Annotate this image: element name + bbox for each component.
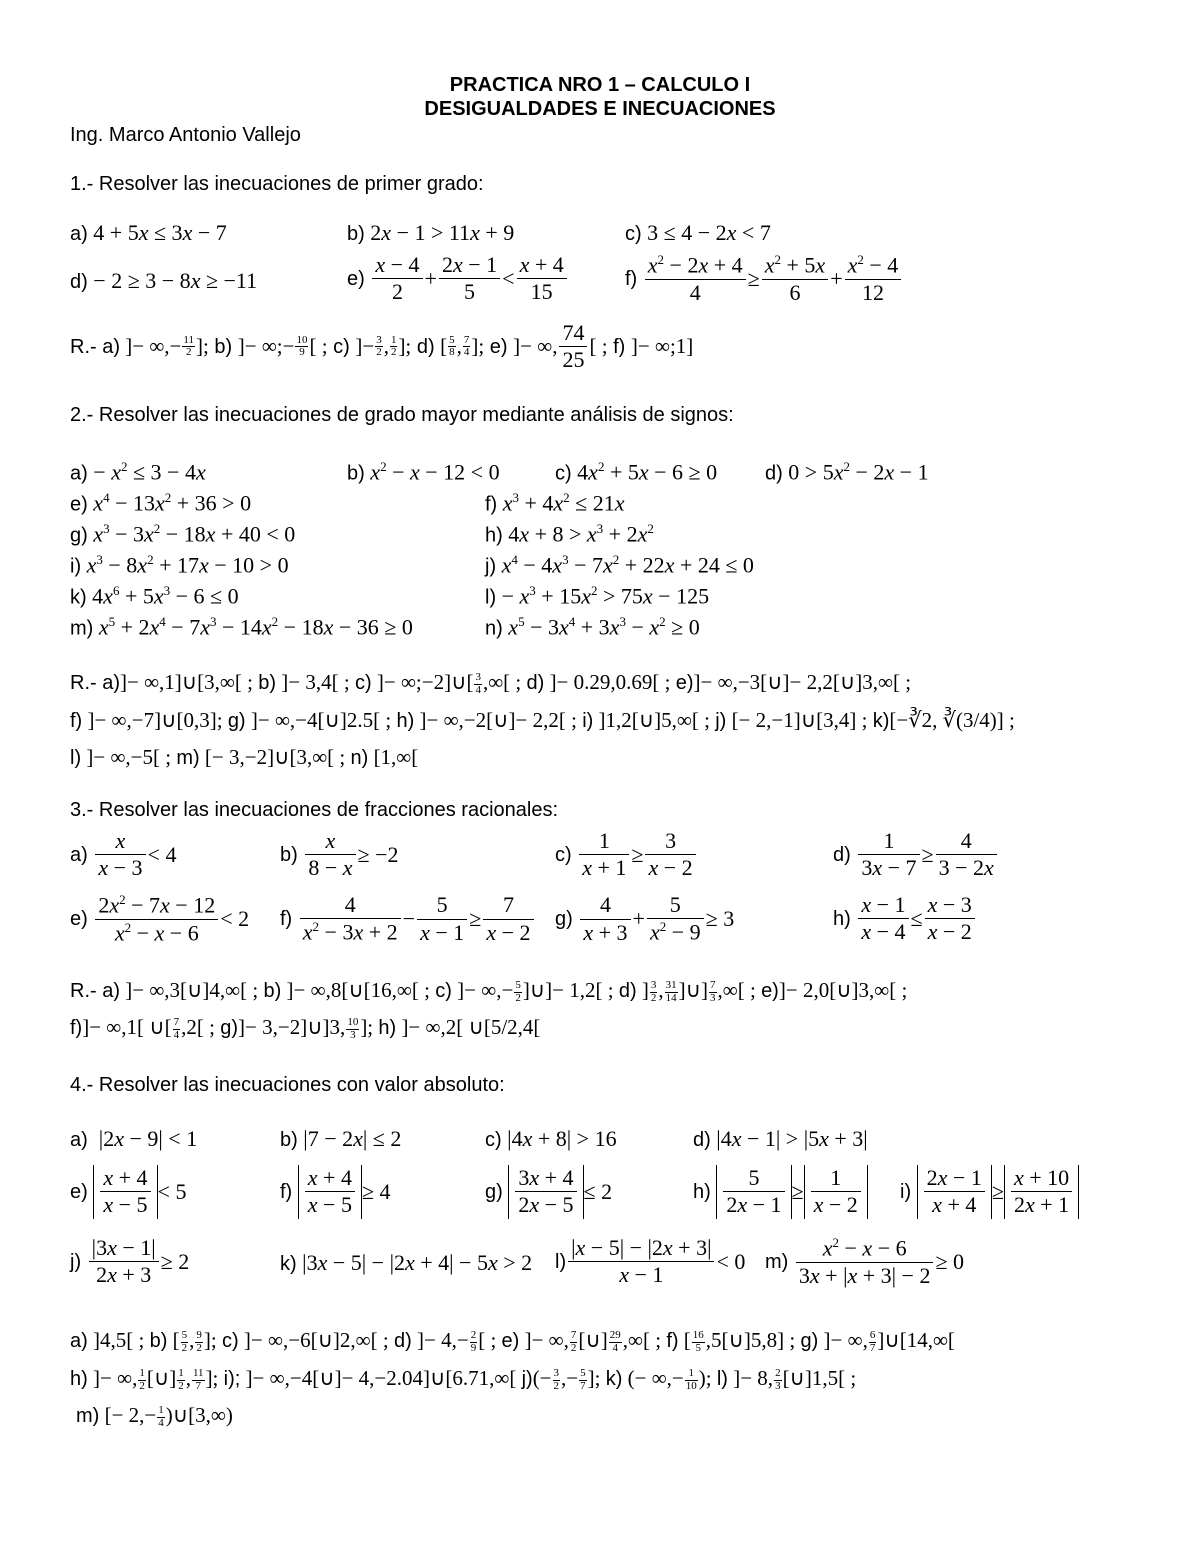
s2-n: n) $x^5 - 3x^4 + 3x^3 - x^2 \ge 0$ <box>485 614 700 640</box>
s2-k: k) $4x^6 + 5x^3 - 6 \le 0$ <box>70 583 239 609</box>
s2-f: f) $x^3 + 4x^2 \le 21x$ <box>485 490 625 516</box>
s1-e: e) $\frac{x - 4}{2}$ + $\frac{2x - 1}{5}$ < $\frac{x + 4}{15}$ <box>347 252 569 306</box>
page-subtitle: DESIGUALDADES E INECUACIONES <box>424 98 776 120</box>
s4-answers-3: m) [− 2,− $\frac{1}{4}$ )∪[3,∞) <box>76 1403 233 1429</box>
s4-f: f) $\frac{x + 4}{x - 5}$ ≥ 4 <box>280 1165 391 1218</box>
s4-j: j) $\frac{|3x - 1|}{2x + 3}$ ≥ 2 <box>70 1235 190 1288</box>
s2-c: c) $4x^2 + 5x - 6 \ge 0$ <box>555 459 718 485</box>
s3-e: e) $\frac{2x^2 - 7x - 12}{x^2 - x - 6}$ < 2 <box>70 892 250 946</box>
s2-i: i) $x^3 - 8x^2 + 17x - 10 > 0$ <box>70 552 289 578</box>
s2-answers-2: f) ]− ∞,−7]∪[0,3]; g) ]− ∞,−4[∪]2.5[ ; h) ]− ∞,−2[∪]− 2,2[ ; i) ]1,2[∪]5,∞[ ; j) [− 2,−1]∪[3,4] ; k)[−∛2, ∛(3/4)] ; <box>70 708 1015 732</box>
s4-g: g) $\frac{3x + 4}{2x - 5}$ ≤ 2 <box>485 1165 613 1218</box>
s4-i: i) $\frac{2x - 1}{x + 4}$ ≥ $\frac{x + 10}{2x + 1}$ <box>900 1165 1079 1219</box>
s4-m: m) $\frac{x^2 - x - 6}{3x + |x + 3| - 2}$ ≥ 0 <box>765 1235 965 1288</box>
s4-answers-1: a) ]4,5[ ; b) [ $\frac{5}{2}$ , $\frac{9}{2}$ ]; c) ]− ∞,−6[∪]2,∞[ ; d) ]− 4,− $\frac{2}{9}$ [ ; e) ]− ∞, $\frac{7}{2}$ [∪] $\frac{29}{4}$ ,∞[ ; f) [ $\frac{16}{5}$ ,5[∪]5,8] ; g) ]− ∞, $\frac{6}{7}$ ]∪[14,∞[ <box>70 1328 955 1354</box>
s3-f: f) $\frac{4}{x^2 - 3x + 2}$ − $\frac{5}{x - 1}$ ≥ $\frac{7}{x - 2}$ <box>280 892 536 946</box>
s2-m: m) $x^5 + 2x^4 - 7x^3 - 14x^2 - 18x - 36 \ge 0$ <box>70 614 413 640</box>
s1-answers: R.- a) ]− ∞,− 11 2 ]; b) ]− ∞;− 10 9 [ ; c) ]− 3 2 , 1 2 ]; d) [ 5 8 , 7 4 ]; e) ]− ∞, $\frac{74}{25}$ [ ; f) ]− ∞;1] <box>70 320 694 373</box>
s1-d: d) − 2 ≥ 3 − 8x ≥ −11 <box>70 268 258 293</box>
s4-b: b) |7 − 2x| ≤ 2 <box>280 1126 402 1151</box>
s3-answers-2: f)]− ∞,1[ ∪[ $\frac{7}{4}$ ,2[ ; g)]− 3,−2]∪]3, $\frac{10}{3}$ ]; h) ]− ∞,2[ ∪[5/2,4[ <box>70 1015 541 1041</box>
s4-answers-2: h) ]− ∞, $\frac{1}{2}$ [∪] $\frac{1}{2}$ , $\frac{11}{7}$ ]; i); ]− ∞,−4[∪]− 4,−2.04]∪[6.71,∞[ j)(− $\frac{3}{2}$ ,− $\frac{5}{7}$ ]; k) (− ∞,− $\frac{1}{10}$ ); l) ]− 8, $\frac{2}{3}$ [∪]1,5[ ; <box>70 1366 857 1392</box>
s2-j: j) $x^4 - 4x^3 - 7x^2 + 22x + 24 \le 0$ <box>485 552 754 578</box>
s1-f: f) $\frac{x^2 - 2x + 4}{4}$ ≥ $\frac{x^2 + 5x}{6}$ + $\frac{x^2 - 4}{12}$ <box>625 252 903 306</box>
s3-h: h) $\frac{x - 1}{x - 4}$ ≤ $\frac{x - 3}{x - 2}$ <box>833 892 977 946</box>
s4-d: d) |4x − 1| > |5x + 3| <box>693 1126 868 1151</box>
s4-k: k) |3x − 5| − |2x + 4| − 5x > 2 <box>280 1250 533 1275</box>
s2-g: g) $x^3 - 3x^2 - 18x + 40 < 0$ <box>70 521 296 547</box>
section1-heading: 1.- Resolver las inecuaciones de primer grado: <box>70 173 484 195</box>
section2-heading: 2.- Resolver las inecuaciones de grado mayor mediante análisis de signos: <box>70 404 734 426</box>
section3-heading: 3.- Resolver las inecuaciones de fracciones racionales: <box>70 799 559 821</box>
page-title: PRACTICA NRO 1 – CALCULO I <box>449 74 751 96</box>
s2-h: h) $4x + 8 > x^3 + 2x^2$ <box>485 521 654 547</box>
s1-a: a) 4 + 5x ≤ 3x − 7 <box>70 220 227 245</box>
s3-answers-1: R.- a) ]− ∞,3[∪]4,∞[ ; b) ]− ∞,8[∪[16,∞[ ; c) ]− ∞,− $\frac{5}{2}$ ]∪]− 1,2[ ; d) ] $\frac{3}{2}$ , $\frac{31}{14}$ ]∪] $\frac{7}{3}$ ,∞[ ; e)]− 2,0[∪]3,∞[ ; <box>70 978 908 1004</box>
s4-a: a) |2x − 9| < 1 <box>70 1126 198 1151</box>
s3-d: d) $\frac{1}{3x - 7}$ ≥ $\frac{4}{3 - 2x}$ <box>833 828 999 882</box>
s2-e: e) $x^4 - 13x^2 + 36 > 0$ <box>70 490 252 516</box>
s2-l: $l) - x^3 + 15x^2 > 75x - 125$ <box>485 583 710 609</box>
s2-b: b) $x^2 - x - 12 < 0$ <box>347 459 500 485</box>
s2-answers-3: l) ]− ∞,−5[ ; m) [− 3,−2]∪[3,∞[ ; n) [1,∞[ <box>70 745 419 769</box>
s3-b: b) $\frac{x}{8 - x}$ ≥ −2 <box>280 828 399 881</box>
author: Ing. Marco Antonio Vallejo <box>70 124 301 146</box>
s4-h: h) $\frac{5}{2x - 1}$ ≥ $\frac{1}{x - 2}$ <box>693 1165 868 1219</box>
s4-e: e) $\frac{x + 4}{x - 5}$ < 5 <box>70 1165 187 1218</box>
s2-a: $a) - x^2 \le 3 - 4x$ <box>70 459 206 485</box>
s4-l: l) $\frac{|x - 5| - |2x + 3|}{x - 1}$ < 0 <box>555 1235 746 1288</box>
s3-g: g) $\frac{4}{x + 3}$ + $\frac{5}{x^2 - 9}$ ≥ 3 <box>555 892 735 945</box>
s4-c: c) |4x + 8| > 16 <box>485 1126 617 1151</box>
s3-a: a) $\frac{x}{x - 3}$ < 4 <box>70 828 177 881</box>
s3-c: c) $\frac{1}{x + 1}$ ≥ $\frac{3}{x - 2}$ <box>555 828 698 882</box>
s1-c: c) 3 ≤ 4 − 2x < 7 <box>625 220 771 245</box>
s2-answers-1: R.- a)]− ∞,1]∪[3,∞[ ; b) ]− 3,4[ ; c) ]− ∞;−2]∪[ $\frac{3}{4}$ ,∞[ ; d) ]− 0.29,0.69[ ; e)]− ∞,−3[∪]− 2,2[∪]3,∞[ ; <box>70 670 912 696</box>
s1-b: b) 2x − 1 > 11x + 9 <box>347 220 515 245</box>
section4-heading: 4.- Resolver las inecuaciones con valor absoluto: <box>70 1074 505 1096</box>
s2-d: d) $0 > 5x^2 - 2x - 1$ <box>765 459 929 485</box>
